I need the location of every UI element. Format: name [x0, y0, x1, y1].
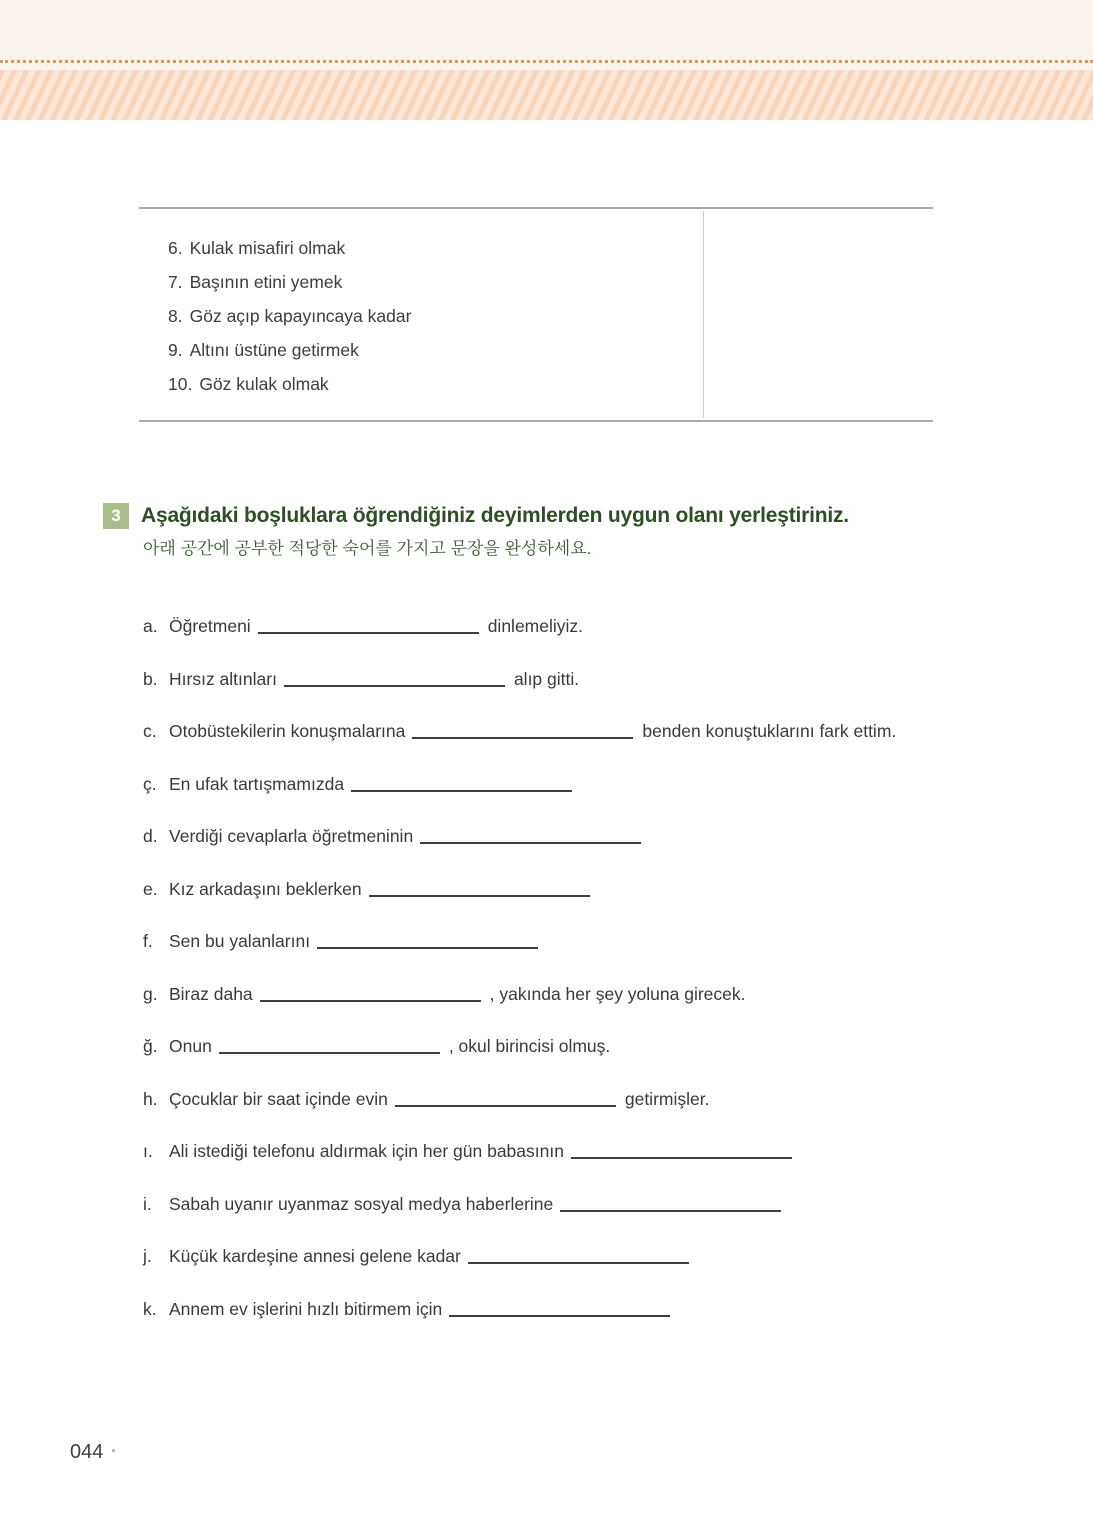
item-pre-text: Sabah uyanır uyanmaz sosyal medya haberlerine	[169, 1193, 554, 1214]
idiom-number: 6.	[168, 238, 183, 258]
idiom-item	[168, 265, 933, 299]
fill-blank	[571, 1145, 792, 1159]
exercise-item-cc	[143, 769, 937, 800]
idiom-text: Göz kulak olmak	[199, 374, 329, 394]
item-text	[169, 874, 937, 905]
item-pre-text: Ali istediği telefonu aldırmak için her gün babasının	[169, 1141, 564, 1161]
exercise-item-i	[143, 1189, 937, 1220]
item-label: d.	[143, 826, 158, 846]
idiom-number: 9.	[168, 340, 183, 360]
idiom-item	[168, 231, 933, 265]
fill-blank	[260, 988, 481, 1002]
item-label: ç.	[143, 773, 157, 794]
idiom-number: 8.	[168, 306, 183, 326]
idiom-number: 10.	[168, 374, 193, 394]
item-text	[169, 1189, 937, 1220]
item-label: ı.	[143, 1141, 153, 1161]
item-label: c.	[143, 721, 157, 741]
item-post-text: , okul birincisi olmuş.	[448, 1036, 611, 1056]
fill-blank	[420, 830, 641, 844]
item-pre-text: Küçük kardeşine annesi gelene kadar	[169, 1246, 461, 1266]
exercise-item-k	[143, 1294, 937, 1325]
exercise-item-h	[143, 1084, 937, 1115]
top-banner-gap	[0, 63, 1093, 70]
exercise-title-korean: 아래 공간에 공부한 적당한 숙어를 가지고 문장을 완성하세요.	[143, 539, 592, 558]
page-number-dot	[112, 1449, 115, 1452]
item-pre-text: Verdiği cevaplarla öğretmeninin	[169, 826, 414, 846]
idiom-text: Başının etini yemek	[189, 272, 343, 292]
item-text	[169, 1031, 937, 1062]
fill-blank	[449, 1303, 670, 1317]
fill-blank	[219, 1040, 440, 1054]
item-text	[169, 979, 937, 1010]
item-text	[169, 1294, 937, 1325]
item-text	[169, 1084, 937, 1115]
fill-blank	[560, 1198, 781, 1212]
fill-blank	[284, 673, 505, 687]
item-post-text: benden konuştuklarını fark ettim.	[642, 721, 897, 741]
idiom-text: Kulak misafiri olmak	[189, 238, 346, 258]
item-post-text: dinlemeliyiz.	[487, 616, 584, 636]
exercise-item-a	[143, 611, 937, 642]
item-label: k.	[143, 1298, 157, 1319]
item-label: f.	[143, 931, 153, 951]
item-post-text: , yakında her şey yoluna girecek.	[489, 983, 746, 1004]
item-text	[169, 926, 937, 957]
exercise-item-gg	[143, 1031, 937, 1062]
item-pre-text: En ufak tartışmamızda	[169, 773, 345, 794]
exercise-number-badge: 3	[103, 503, 129, 529]
item-text	[169, 1136, 937, 1167]
exercise-item-e	[143, 874, 937, 905]
item-label: h.	[143, 1088, 158, 1109]
item-text	[169, 664, 937, 695]
top-banner-cream-band	[0, 0, 1093, 62]
item-label: i.	[143, 1193, 152, 1214]
fill-blank	[468, 1250, 689, 1264]
idiom-item	[168, 333, 933, 367]
exercise-title-turkish: Aşağıdaki boşluklara öğrendiğiniz deyimlerden uygun olanı yerleştiriniz.	[141, 504, 849, 527]
top-banner-stripe-band	[0, 70, 1093, 120]
item-label: j.	[143, 1246, 152, 1266]
item-text	[169, 769, 937, 800]
idiom-text: Göz açıp kapayıncaya kadar	[189, 306, 412, 326]
page-number-value: 044	[70, 1441, 104, 1463]
exercise-item-f	[143, 926, 937, 957]
idiom-number: 7.	[168, 272, 183, 292]
fill-blank	[369, 883, 590, 897]
exercise-item-c	[143, 716, 937, 747]
item-pre-text: Kız arkadaşını beklerken	[169, 878, 362, 899]
item-label: b.	[143, 668, 158, 689]
idiom-item	[168, 299, 933, 333]
fill-blank	[317, 935, 538, 949]
item-pre-text: Annem ev işlerini hızlı bitirmem için	[169, 1298, 443, 1319]
item-pre-text: Otobüstekilerin konuşmalarına	[169, 721, 406, 741]
exercise-item-g	[143, 979, 937, 1010]
item-text	[169, 1241, 937, 1272]
item-text	[169, 716, 914, 747]
item-pre-text: Sen bu yalanlarını	[169, 931, 311, 951]
idioms-table-rows	[139, 209, 933, 401]
fill-blank	[351, 778, 572, 792]
item-pre-text: Öğretmeni	[169, 616, 251, 636]
fill-blank	[258, 620, 479, 634]
item-pre-text: Biraz daha	[169, 983, 253, 1004]
item-pre-text: Çocuklar bir saat içinde evin	[169, 1088, 388, 1109]
idiom-text: Altını üstüne getirmek	[189, 340, 359, 360]
exercise-item-d	[143, 821, 937, 852]
page-number	[70, 1441, 115, 1464]
item-post-text: alıp gitti.	[513, 668, 580, 689]
item-pre-text: Hırsız altınları	[169, 668, 277, 689]
idiom-item	[168, 367, 933, 401]
item-pre-text: Onun	[169, 1036, 212, 1056]
exercise-item-j	[143, 1241, 937, 1272]
item-text	[169, 611, 937, 642]
fill-blank	[412, 725, 633, 739]
idioms-table	[139, 207, 933, 422]
item-label: e.	[143, 878, 158, 899]
exercise-item-list	[143, 611, 937, 1346]
idioms-table-divider	[703, 211, 704, 418]
exercise-item-b	[143, 664, 937, 695]
item-label: ğ.	[143, 1036, 158, 1056]
item-post-text: getirmişler.	[624, 1088, 710, 1109]
exercise-item-ii-dotless	[143, 1136, 937, 1167]
item-text	[169, 821, 937, 852]
item-label: g.	[143, 983, 158, 1004]
item-label: a.	[143, 616, 158, 636]
fill-blank	[395, 1093, 616, 1107]
